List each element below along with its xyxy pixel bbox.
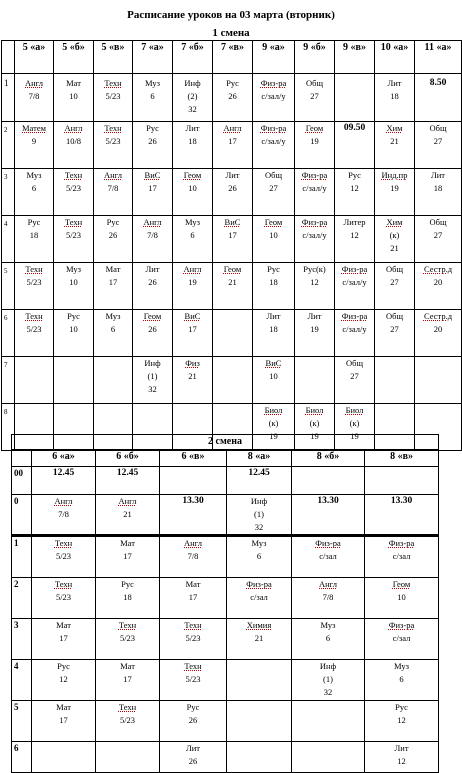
lesson-cell (94, 122, 133, 169)
class-header: 11 «а» (415, 41, 462, 74)
lesson-text: Хим (к) 21 (386, 217, 403, 253)
lesson-row (2, 122, 462, 169)
lesson-text: Лит 19 (307, 311, 322, 334)
lesson-text: Техн 5/23 (54, 579, 73, 602)
lesson-cell (173, 74, 213, 122)
lesson-text: Физ-ра с/зал (388, 620, 415, 643)
lesson-cell (94, 357, 133, 404)
lesson-number: 3 (12, 619, 32, 660)
lesson-number: 5 (2, 263, 15, 310)
lesson-number: 3 (2, 169, 15, 216)
corner-cell (2, 41, 15, 74)
class-header: 5 «б» (54, 41, 94, 74)
lesson-text: Лит 26 (145, 264, 160, 287)
lesson-cell (365, 701, 439, 742)
lesson-text: Лит 18 (185, 123, 200, 146)
lesson-cell (32, 578, 96, 619)
lesson-cell (160, 536, 227, 578)
lesson-number: 4 (12, 660, 32, 701)
lesson-text: Англ 7/8 (143, 217, 162, 240)
shift1-table (1, 40, 462, 451)
lesson-text: Общ 27 (429, 217, 447, 240)
lesson-text: Рус 18 (27, 217, 41, 240)
lesson-cell (253, 74, 295, 122)
lesson-text: Англ 7/8 (104, 170, 122, 193)
lesson-cell (96, 495, 160, 536)
lesson-cell (335, 122, 375, 169)
lesson-row (2, 74, 462, 122)
lesson-text: Техн 5/23 (104, 123, 122, 146)
lesson-text: Мат 17 (105, 264, 121, 287)
lesson-text: Техн 5/23 (54, 538, 73, 561)
lesson-cell (213, 74, 253, 122)
class-header: 9 «в» (335, 41, 375, 74)
lesson-text: Физ-ра с/зал (388, 538, 415, 561)
lesson-cell (365, 467, 439, 495)
lesson-text: Биол (к) 19 (305, 405, 324, 441)
lesson-text: Англ 21 (118, 496, 137, 519)
lesson-cell (32, 619, 96, 660)
lesson-cell (375, 357, 415, 404)
lesson-text: Рус 12 (57, 661, 70, 684)
lesson-text: ВиС 17 (144, 170, 161, 193)
lesson-cell (375, 169, 415, 216)
lesson-text: Сестр.д 20 (423, 311, 453, 334)
lesson-text: Литер 12 (343, 217, 366, 240)
lesson-number: 5 (12, 701, 32, 742)
lesson-cell (32, 701, 96, 742)
lesson-text: 12.45 (248, 468, 270, 478)
lesson-text: Рус 26 (106, 217, 120, 240)
class-header: 9 «а» (253, 41, 295, 74)
lesson-text: Инф (2) 32 (184, 78, 201, 114)
lesson-text: Муз 6 (251, 538, 267, 561)
lesson-cell (32, 467, 96, 495)
lesson-cell (365, 536, 439, 578)
lesson-row (2, 310, 462, 357)
lesson-cell (295, 74, 335, 122)
lesson-cell (54, 310, 94, 357)
lesson-cell (335, 169, 375, 216)
lesson-cell (253, 310, 295, 357)
lesson-text: Биол (к) 19 (345, 405, 364, 441)
lesson-cell (133, 310, 173, 357)
lesson-text: Лит 26 (225, 170, 240, 193)
class-header: 7 «в» (213, 41, 253, 74)
lesson-text: Физ-ра с/зал/у (301, 170, 328, 193)
lesson-text: Общ 27 (385, 264, 403, 287)
lesson-cell (96, 701, 160, 742)
lesson-text: Муз 6 (105, 311, 121, 334)
lesson-text: Англ 7/8 (25, 78, 43, 101)
lesson-cell (375, 216, 415, 263)
lesson-text: Сестр.д 20 (423, 264, 453, 287)
shift2-title: 2 смена (12, 435, 439, 450)
lesson-cell (160, 619, 227, 660)
lesson-text: 09.50 (343, 123, 366, 133)
lesson-cell (160, 578, 227, 619)
lesson-text: Техн 5/23 (64, 170, 83, 193)
lesson-cell (227, 495, 292, 536)
lesson-row (12, 495, 439, 536)
lesson-text: Рус 26 (186, 702, 200, 725)
lesson-text: Англ 7/8 (54, 496, 73, 519)
lesson-cell (335, 357, 375, 404)
lesson-text: 8.50 (429, 78, 447, 88)
lesson-text: Мат 17 (120, 661, 135, 684)
lesson-cell (94, 263, 133, 310)
lesson-text: Геом 10 (264, 217, 283, 240)
class-header: 10 «а» (375, 41, 415, 74)
lesson-cell (213, 122, 253, 169)
lesson-text: Техн 5/23 (118, 620, 137, 643)
lesson-text: Техн 5/23 (64, 217, 83, 240)
lesson-cell (292, 467, 365, 495)
corner-cell (12, 450, 32, 467)
lesson-cell (365, 619, 439, 660)
lesson-cell (54, 216, 94, 263)
lesson-cell (415, 169, 462, 216)
lesson-cell (295, 216, 335, 263)
shift1-title: 1 смена (212, 27, 250, 39)
lesson-number: 4 (2, 216, 15, 263)
lesson-text: Мат 17 (56, 702, 71, 725)
lesson-cell (133, 122, 173, 169)
lesson-cell (160, 701, 227, 742)
lesson-cell (253, 263, 295, 310)
lesson-cell (213, 310, 253, 357)
lesson-text: Общ 27 (429, 123, 447, 146)
lesson-cell (415, 216, 462, 263)
class-header: 6 «б» (96, 450, 160, 467)
lesson-text: Муз 6 (26, 170, 42, 193)
lesson-cell (15, 310, 54, 357)
lesson-text: Техн 5/23 (118, 702, 137, 725)
lesson-cell (173, 310, 213, 357)
lesson-text: Мат 17 (185, 579, 201, 602)
lesson-text: Англ 7/8 (319, 579, 337, 602)
lesson-text: Инф (1) 32 (319, 661, 337, 697)
lesson-row (12, 536, 439, 578)
lesson-cell (133, 216, 173, 263)
lesson-cell (213, 216, 253, 263)
lesson-text: Лит 26 (185, 743, 201, 766)
lesson-text: 12.45 (52, 468, 75, 478)
lesson-cell (133, 74, 173, 122)
lesson-cell (295, 169, 335, 216)
class-header: 8 «в» (365, 450, 439, 467)
lesson-text: Муз 10 (66, 264, 81, 287)
lesson-text: Геом 19 (305, 123, 324, 146)
lesson-cell (173, 169, 213, 216)
lesson-cell (54, 263, 94, 310)
lesson-text: Муз 6 (320, 620, 336, 643)
lesson-cell (227, 701, 292, 742)
class-header: 7 «а» (133, 41, 173, 74)
lesson-cell (32, 660, 96, 701)
lesson-cell (335, 263, 375, 310)
class-header: 6 «а» (32, 450, 96, 467)
lesson-cell (253, 357, 295, 404)
lesson-text: Англ 10/8 (64, 123, 83, 146)
lesson-cell (295, 310, 335, 357)
lesson-text: Техн 5/23 (25, 311, 43, 334)
lesson-cell (54, 74, 94, 122)
class-header: 7 «б» (173, 41, 213, 74)
class-header: 9 «б» (295, 41, 335, 74)
lesson-text: Мат 17 (56, 620, 71, 643)
lesson-cell (375, 310, 415, 357)
lesson-cell (292, 578, 365, 619)
lesson-text: 13.30 (182, 496, 204, 506)
lesson-text: Геом 26 (143, 311, 162, 334)
lesson-text: Мат 10 (66, 78, 81, 101)
lesson-cell (54, 357, 94, 404)
lesson-cell (173, 357, 213, 404)
lesson-number: 2 (2, 122, 15, 169)
lesson-text: Рус 26 (146, 123, 159, 146)
lesson-number: 00 (12, 467, 32, 495)
lesson-text: Техн 5/23 (184, 661, 202, 684)
lesson-cell (15, 122, 54, 169)
lesson-cell (335, 310, 375, 357)
lesson-cell (160, 495, 227, 536)
lesson-cell (15, 169, 54, 216)
lesson-cell (213, 169, 253, 216)
lesson-cell (295, 263, 335, 310)
lesson-cell (227, 660, 292, 701)
lesson-cell (32, 495, 96, 536)
lesson-row (2, 216, 462, 263)
lesson-cell (415, 263, 462, 310)
lesson-cell (160, 660, 227, 701)
lesson-text: Лит 18 (387, 78, 402, 101)
class-header: 5 «а» (15, 41, 54, 74)
lesson-cell (375, 122, 415, 169)
lesson-cell (292, 495, 365, 536)
lesson-text: Биол (к) 19 (264, 405, 283, 441)
lesson-cell (173, 216, 213, 263)
lesson-cell (253, 122, 295, 169)
lesson-cell (227, 467, 292, 495)
lesson-text: Рус 18 (121, 579, 134, 602)
lesson-cell (96, 660, 160, 701)
lesson-cell (335, 74, 375, 122)
lesson-cell (96, 536, 160, 578)
class-header: 8 «б» (292, 450, 365, 467)
lesson-text: 13.30 (390, 496, 413, 506)
lesson-text: Хим 21 (386, 123, 403, 146)
lesson-text: Общ 27 (385, 311, 403, 334)
lesson-text: 12.45 (116, 468, 139, 478)
lesson-text: Рус 26 (226, 78, 239, 101)
lesson-text: Инф (1) 32 (144, 358, 161, 394)
lesson-cell (227, 619, 292, 660)
lesson-text: Общ 27 (305, 78, 323, 101)
lesson-cell (15, 263, 54, 310)
lesson-cell (295, 357, 335, 404)
lesson-cell (96, 619, 160, 660)
lesson-text: ВиС 10 (265, 358, 282, 381)
lesson-text: Физ-ра с/зал (315, 538, 341, 561)
lesson-text: Общ 27 (264, 170, 282, 193)
lesson-number: 6 (12, 742, 32, 773)
lesson-row (2, 169, 462, 216)
lesson-number: 8 (2, 404, 15, 451)
lesson-row (12, 701, 439, 742)
lesson-cell (133, 263, 173, 310)
lesson-cell (160, 467, 227, 495)
lesson-text: Физ 21 (185, 358, 200, 381)
lesson-cell (15, 216, 54, 263)
lesson-row (12, 619, 439, 660)
lesson-text: Рус 12 (348, 170, 361, 193)
lesson-cell (375, 74, 415, 122)
lesson-cell (15, 74, 54, 122)
lesson-text: 13.30 (317, 496, 339, 506)
lesson-text: Инд.пр 19 (381, 170, 408, 193)
lesson-cell (415, 357, 462, 404)
lesson-cell (15, 357, 54, 404)
lesson-text: Лит 18 (266, 311, 281, 334)
lesson-row (12, 578, 439, 619)
lesson-cell (292, 701, 365, 742)
lesson-cell (54, 122, 94, 169)
class-header: 6 «в» (160, 450, 227, 467)
lesson-text: Англ 17 (223, 123, 242, 146)
lesson-cell (96, 578, 160, 619)
lesson-cell (292, 619, 365, 660)
lesson-cell (253, 216, 295, 263)
lesson-cell (415, 74, 462, 122)
lesson-text: Муз 6 (394, 661, 410, 684)
lesson-cell (292, 660, 365, 701)
lesson-text: Матем 9 (22, 123, 46, 146)
lesson-cell (94, 74, 133, 122)
lesson-text: Физ-ра с/зал/у (260, 123, 287, 146)
lesson-text: Физ-ра с/зал (246, 579, 272, 602)
lesson-row (12, 660, 439, 701)
lesson-row (12, 467, 439, 495)
lesson-text: Англ 7/8 (184, 538, 202, 561)
lesson-cell (94, 216, 133, 263)
lesson-text: Мат 17 (120, 538, 135, 561)
lesson-text: Геом 21 (223, 264, 242, 287)
lesson-text: Химия 21 (246, 620, 272, 643)
lesson-text: Геом 10 (183, 170, 202, 193)
lesson-row (2, 263, 462, 310)
lesson-text: Техн 5/23 (104, 78, 122, 101)
lesson-text: Лит 12 (394, 743, 409, 766)
page-title: Расписание уроков на 03 марта (вторник) (127, 9, 335, 21)
lesson-number: 2 (12, 578, 32, 619)
lesson-text: Физ-ра с/зал/у (341, 311, 368, 334)
lesson-text: Физ-ра с/зал/у (341, 264, 368, 287)
lesson-cell (253, 169, 295, 216)
lesson-text: Рус 18 (267, 264, 280, 287)
lesson-text: Физ-ра с/зал/у (301, 217, 328, 240)
lesson-cell (295, 122, 335, 169)
lesson-cell (173, 122, 213, 169)
lesson-cell (94, 169, 133, 216)
lesson-cell (213, 357, 253, 404)
lesson-cell (173, 263, 213, 310)
lesson-text: Инф (1) 32 (250, 496, 268, 532)
lesson-number: 1 (12, 536, 32, 578)
lesson-text: Рус 10 (67, 311, 80, 334)
lesson-cell (32, 536, 96, 578)
lesson-text: Техн 5/23 (184, 620, 202, 643)
lesson-cell (227, 578, 292, 619)
class-header: 5 «в» (94, 41, 133, 74)
lesson-number: 6 (2, 310, 15, 357)
lesson-cell (365, 578, 439, 619)
lesson-row (2, 357, 462, 404)
lesson-text: Лит 18 (430, 170, 446, 193)
lesson-text: Физ-ра с/зал/у (260, 78, 287, 101)
lesson-number: 0 (12, 495, 32, 536)
shift2-table (11, 434, 439, 773)
lesson-cell (133, 169, 173, 216)
lesson-cell (415, 122, 462, 169)
lesson-text: Англ 19 (183, 264, 202, 287)
lesson-cell (335, 216, 375, 263)
lesson-cell (292, 536, 365, 578)
lesson-text: Геом 10 (392, 579, 411, 602)
lesson-number: 1 (2, 74, 15, 122)
lesson-cell (227, 536, 292, 578)
lesson-cell (94, 310, 133, 357)
lesson-text: Общ 27 (345, 358, 363, 381)
lesson-cell (375, 263, 415, 310)
lesson-text: Рус 12 (395, 702, 408, 725)
lesson-cell (365, 495, 439, 536)
lesson-text: Муз 6 (145, 78, 160, 101)
lesson-cell (213, 263, 253, 310)
lesson-text: Техн 5/23 (25, 264, 43, 287)
lesson-number: 7 (2, 357, 15, 404)
lesson-cell (96, 467, 160, 495)
lesson-text: Рус(к) 12 (303, 264, 326, 287)
lesson-cell (415, 310, 462, 357)
lesson-cell (133, 357, 173, 404)
class-header: 8 «а» (227, 450, 292, 467)
lesson-cell (365, 660, 439, 701)
lesson-text: ВиС 17 (224, 217, 241, 240)
lesson-cell (54, 169, 94, 216)
lesson-text: Муз 6 (185, 217, 200, 240)
lesson-text: ВиС 17 (184, 311, 201, 334)
